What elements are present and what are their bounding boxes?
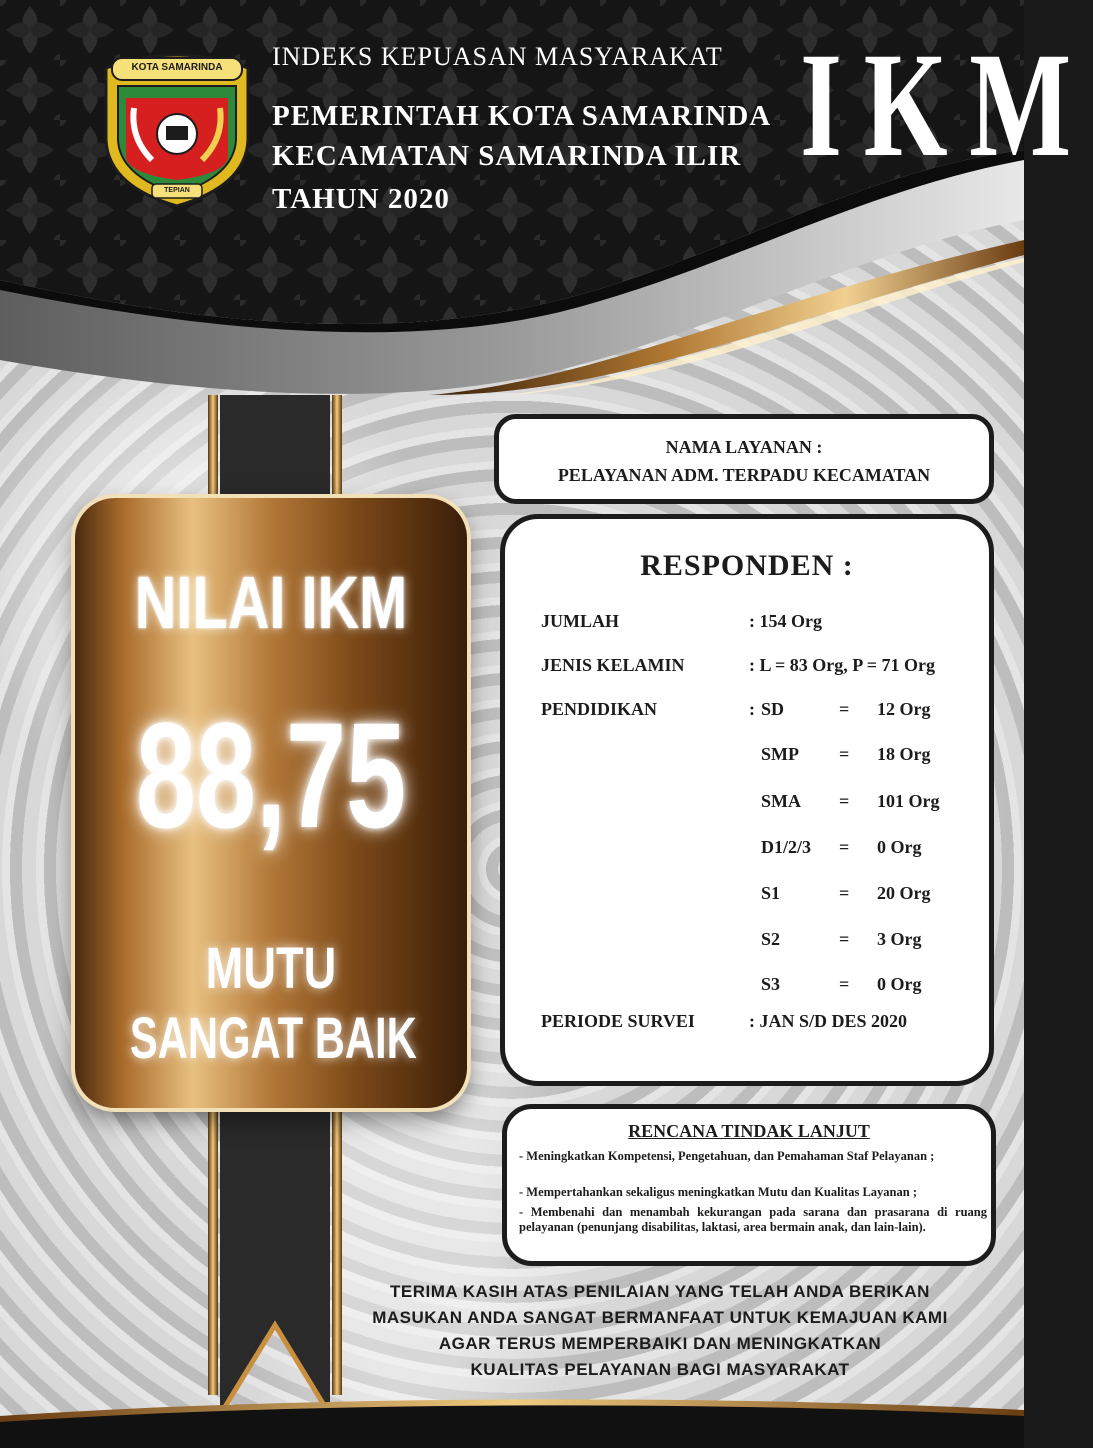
education-colon: : [749,699,755,719]
edu-level: D1/2/3 [761,837,812,857]
period-label: PERIODE SURVEI [541,1011,695,1031]
jumlah-label: JUMLAH [541,611,619,631]
thanks-line: AGAR TERUS MEMPERBAIKI DAN MENINGKATKAN [438,1334,882,1353]
mutu-value: SANGAT BAIK [129,1006,417,1071]
header-line3: KECAMATAN SAMARINDA ILIR [272,140,742,172]
logo-bottom-text: TEPIAN [164,187,190,194]
gender-value: : L = 83 Org, P = 71 Org [749,655,936,675]
edu-eq: = [839,929,850,949]
edu-count: 0 Org [877,837,922,857]
gender-label: JENIS KELAMIN [541,655,685,675]
follow-up-title: RENCANA TINDAK LANJUT [628,1121,870,1141]
edu-eq: = [839,974,850,994]
ikm-big-letters: IKM [800,22,1093,188]
edu-eq: = [839,791,850,811]
edu-level: SMP [761,744,799,764]
edu-count: 101 Org [877,791,940,811]
edu-count: 18 Org [877,744,931,764]
service-name-box [494,414,994,504]
edu-count: 0 Org [877,974,922,994]
header-line2: PEMERINTAH KOTA SAMARINDA [272,100,772,132]
edu-level: SD [761,699,785,719]
footer-band [0,1380,1024,1448]
service-name-value: PELAYANAN ADM. TERPADU KECAMATAN [557,465,931,485]
header-line1: INDEKS KEPUASAN MASYARAKAT [272,42,723,71]
edu-eq: = [839,837,850,857]
edu-eq: = [839,699,850,719]
period-value: : JAN S/D DES 2020 [749,1011,908,1031]
edu-count: 12 Org [877,699,931,719]
edu-count: 20 Org [877,883,931,903]
service-name-label: NAMA LAYANAN : [665,437,823,457]
edu-level: S1 [761,883,781,903]
edu-level: SMA [761,791,801,811]
follow-up-item: - Mempertahankan sekaligus meningkatkan Mutu dan Kualitas Layanan ; [519,1185,917,1199]
jumlah-value: : 154 Org [749,611,822,631]
follow-up-item: - Membenahi dan menambah kekurangan pada sarana dan prasarana di ruang pelayanan (penunjang disabilitas, laktasi, area bermain anak, dan lain-lain). [519,1205,987,1234]
thanks-line: MASUKAN ANDA SANGAT BERMANFAAT UNTUK KEMAJUAN KAMI [372,1308,948,1327]
edu-count: 3 Org [877,929,922,949]
thanks-line: TERIMA KASIH ATAS PENILAIAN YANG TELAH ANDA BERIKAN [390,1282,930,1301]
edu-eq: = [839,883,850,903]
mutu-label: MUTU [205,936,337,1001]
score-value: 88,75 [135,691,407,859]
edu-level: S2 [761,929,781,949]
education-label: PENDIDIKAN [541,699,658,719]
header-line4: TAHUN 2020 [272,183,450,215]
respondent-title: RESPONDEN : [640,549,854,582]
follow-up-box [502,1104,996,1266]
logo-top-text: KOTA SAMARINDA [131,62,223,73]
edu-level: S3 [761,974,781,994]
score-label: NILAI IKM [134,561,408,644]
follow-up-item: - Meningkatkan Kompetensi, Pengetahuan, dan Pemahaman Staf Pelayanan ; [519,1149,935,1163]
respondent-box [500,514,994,1086]
thanks-line: KUALITAS PELAYANAN BAGI MASYARAKAT [470,1360,850,1379]
edu-eq: = [839,744,850,764]
